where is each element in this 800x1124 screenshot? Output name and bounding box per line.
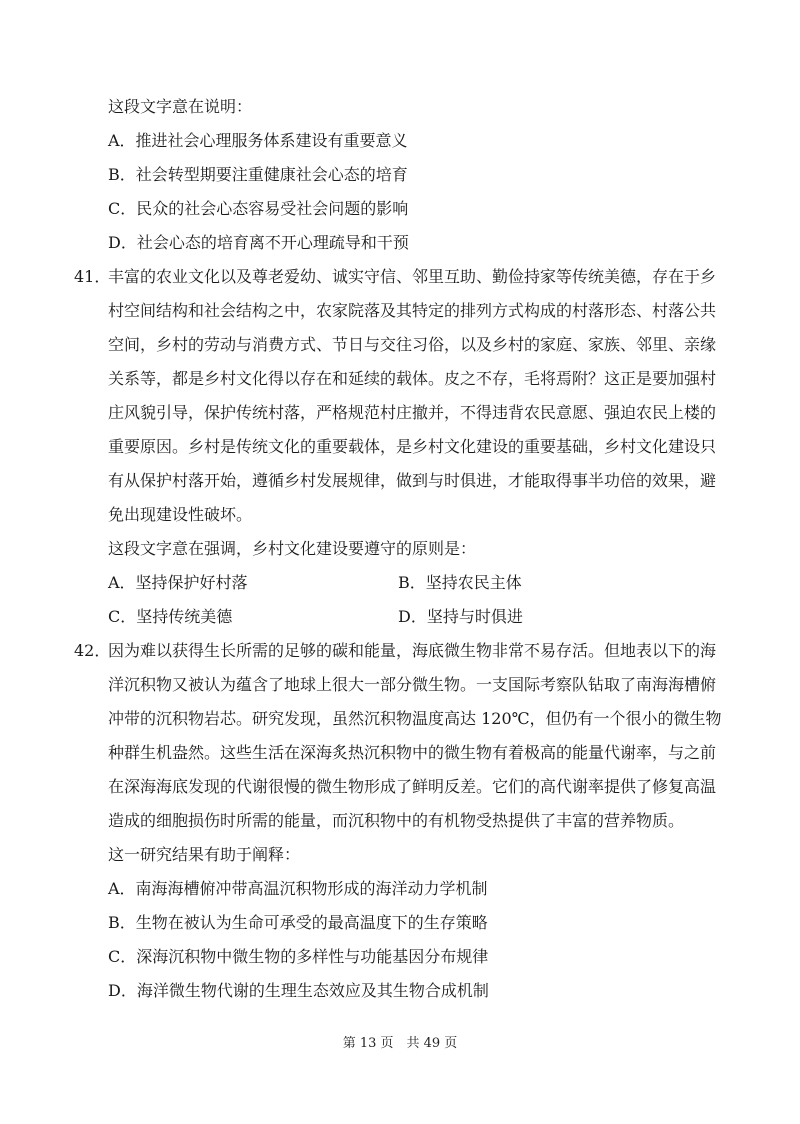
q41-option-d: D．坚持与时俱进 (398, 607, 523, 626)
q42-passage-line: 造成的细胞损伤时所需的能量，而沉积物中的有机物受热提供了丰富的营养物质。 (108, 811, 685, 830)
q41-passage-line: 庄风貌引导，保护传统村落，严格规范村庄撤并，不得违背农民意愿、强迫农民上楼的 (108, 403, 717, 422)
q42-passage-line: 在深海海底发现的代谢很慢的微生物形成了鲜明反差。它们的高代谢率提供了修复高温 (108, 777, 717, 796)
q42-number: 42． (74, 641, 111, 660)
q41-number: 41． (74, 267, 111, 286)
q41-passage-line: 重要原因。乡村是传统文化的重要载体，是乡村文化建设的重要基础，乡村文化建设只 (108, 437, 717, 456)
q40-stem: 这段文字意在说明： (108, 97, 253, 116)
q41-passage-line: 免出现建设性破坏。 (108, 505, 253, 524)
q41-stem: 这段文字意在强调，乡村文化建设要遵守的原则是： (108, 539, 477, 558)
q41-passage-line: 村空间结构和社会结构之中，农家院落及其特定的排列方式构成的村落形态、村落公共 (108, 301, 717, 320)
q41-option-b: B．坚持农民主体 (398, 573, 522, 592)
q40-option-c: C．民众的社会心态容易受社会问题的影响 (108, 199, 409, 218)
page-footer: 第 13 页 共 49 页 (342, 1036, 458, 1051)
q42-passage-line: 因为难以获得生长所需的足够的碳和能量，海底微生物非常不易存活。但地表以下的海 (108, 641, 717, 660)
q42-passage-line: 洋沉积物又被认为蕴含了地球上很大一部分微生物。一支国际考察队钻取了南海海槽俯 (108, 675, 717, 694)
q42-option-c: C．深海沉积物中微生物的多样性与功能基因分布规律 (108, 947, 489, 966)
q41-passage-line: 丰富的农业文化以及尊老爱幼、诚实守信、邻里互助、勤俭持家等传统美德，存在于乡 (108, 267, 717, 286)
q42-passage-line: 种群生机盎然。这些生活在深海炙热沉积物中的微生物有着极高的能量代谢率，与之前 (108, 743, 717, 762)
q40-option-b: B．社会转型期要注重健康社会心态的培育 (108, 165, 408, 184)
q42-option-a: A．南海海槽俯冲带高温沉积物形成的海洋动力学机制 (108, 879, 488, 898)
q41-option-c: C．坚持传统美德 (108, 607, 233, 626)
q42-option-d: D．海洋微生物代谢的生理生态效应及其生物合成机制 (108, 981, 489, 1000)
q42-passage-line: 冲带的沉积物岩芯。研究发现，虽然沉积物温度高达 120℃，但仍有一个很小的微生物 (108, 709, 722, 728)
q41-passage-line: 空间，乡村的劳动与消费方式、节日与交往习俗，以及乡村的家庭、家族、邻里、亲缘 (108, 335, 717, 354)
q42-option-b: B．生物在被认为生命可承受的最高温度下的生存策略 (108, 913, 488, 932)
q42-stem: 这一研究结果有助于阐释： (108, 845, 301, 864)
q40-option-a: A．推进社会心理服务体系建设有重要意义 (108, 131, 408, 150)
q41-passage-line: 关系等，都是乡村文化得以存在和延续的载体。皮之不存，毛将焉附？这正是要加强村 (108, 369, 717, 388)
q41-option-a: A．坚持保护好村落 (108, 573, 248, 592)
q41-passage-line: 有从保护村落开始，遵循乡村发展规律，做到与时俱进，才能取得事半功倍的效果，避 (108, 471, 717, 490)
q40-option-d: D．社会心态的培育离不开心理疏导和干预 (108, 233, 409, 252)
